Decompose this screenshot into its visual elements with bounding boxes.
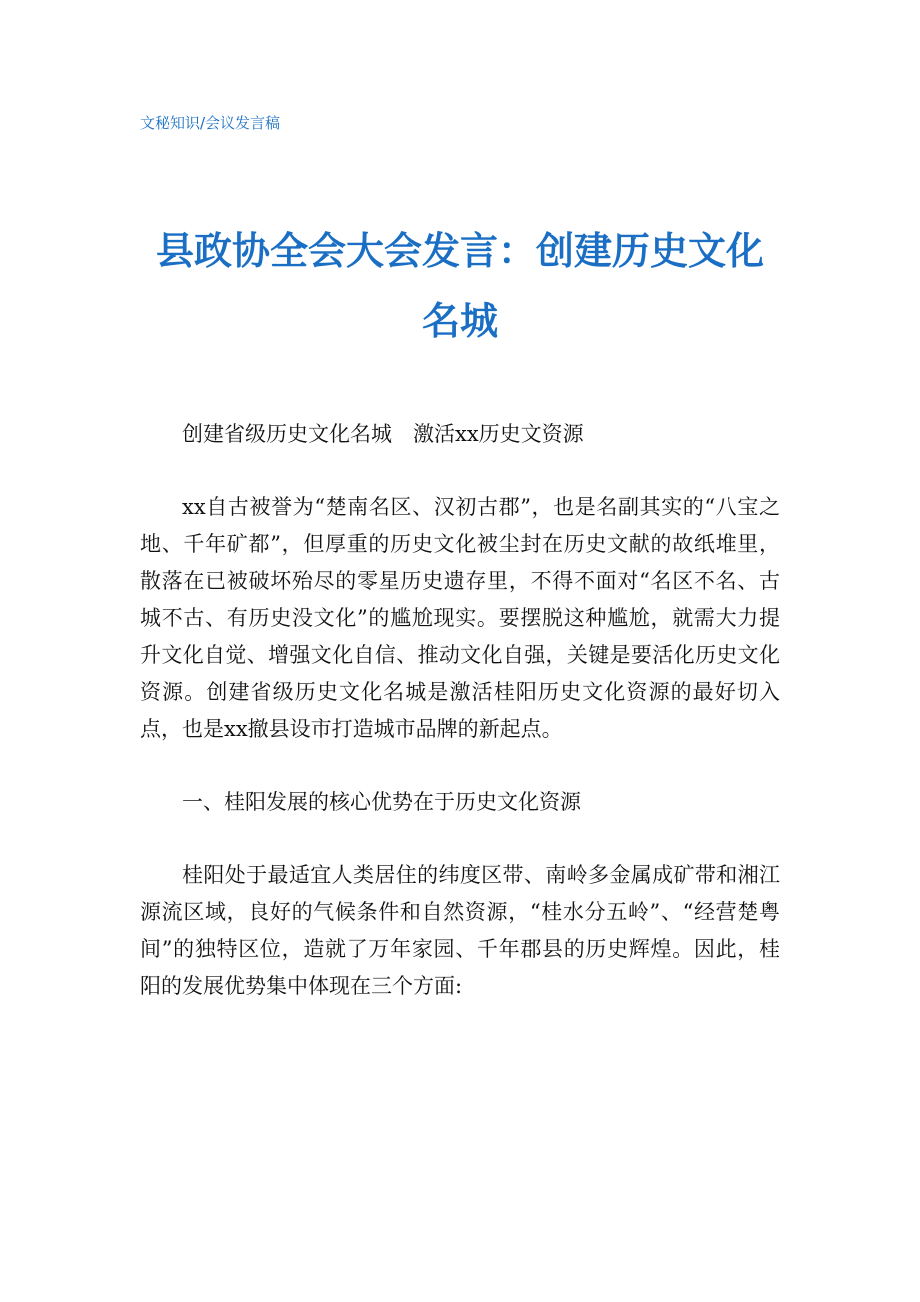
lead-heading: 创建省级历史文化名城 激活xx历史文资源 [182,422,584,446]
document-title-line-1: 县政协全会大会发言：创建历史文化 [155,229,764,273]
paragraph-intro: xx自古被誉为“楚南名区、汉初古郡”，也是名副其实的“八宝之地、千年矿都”，但厚重的历史文化被尘封在历史文献的故纸堆里，散落在已被破坏殆尽的零星历史遗存里，不得不面对“名区不名、古城不古、有历史没文化”的尴尬现实。要摆脱这种尴尬，就需大力提升文化自觉、增强文化自信、推动文化自强，关键是要活化历史文化资源。创建省级历史文化名城是激活桂阳历史文化资源的最好切入点，也是xx撤县设市打造城市品牌的新起点。 [140,495,780,741]
paragraph-section-1: 桂阳处于最适宜人类居住的纬度区带、南岭多金属成矿带和湘江源流区域，良好的气候条件和自然资源，“桂水分五岭”、“经营楚粤间”的独特区位，造就了万年家园、千年郡县的历史辉煌。因此，桂阳的发展优势集中体现在三个方面: [140,863,780,998]
document-title [130,216,790,356]
category-breadcrumb: 文秘知识/会议发言稿 [140,114,281,132]
document-title-line-2: 名城 [421,299,498,343]
section-heading-1: 一、桂阳发展的核心优势在于历史文化资源 [182,790,581,814]
document-body [140,416,780,1041]
